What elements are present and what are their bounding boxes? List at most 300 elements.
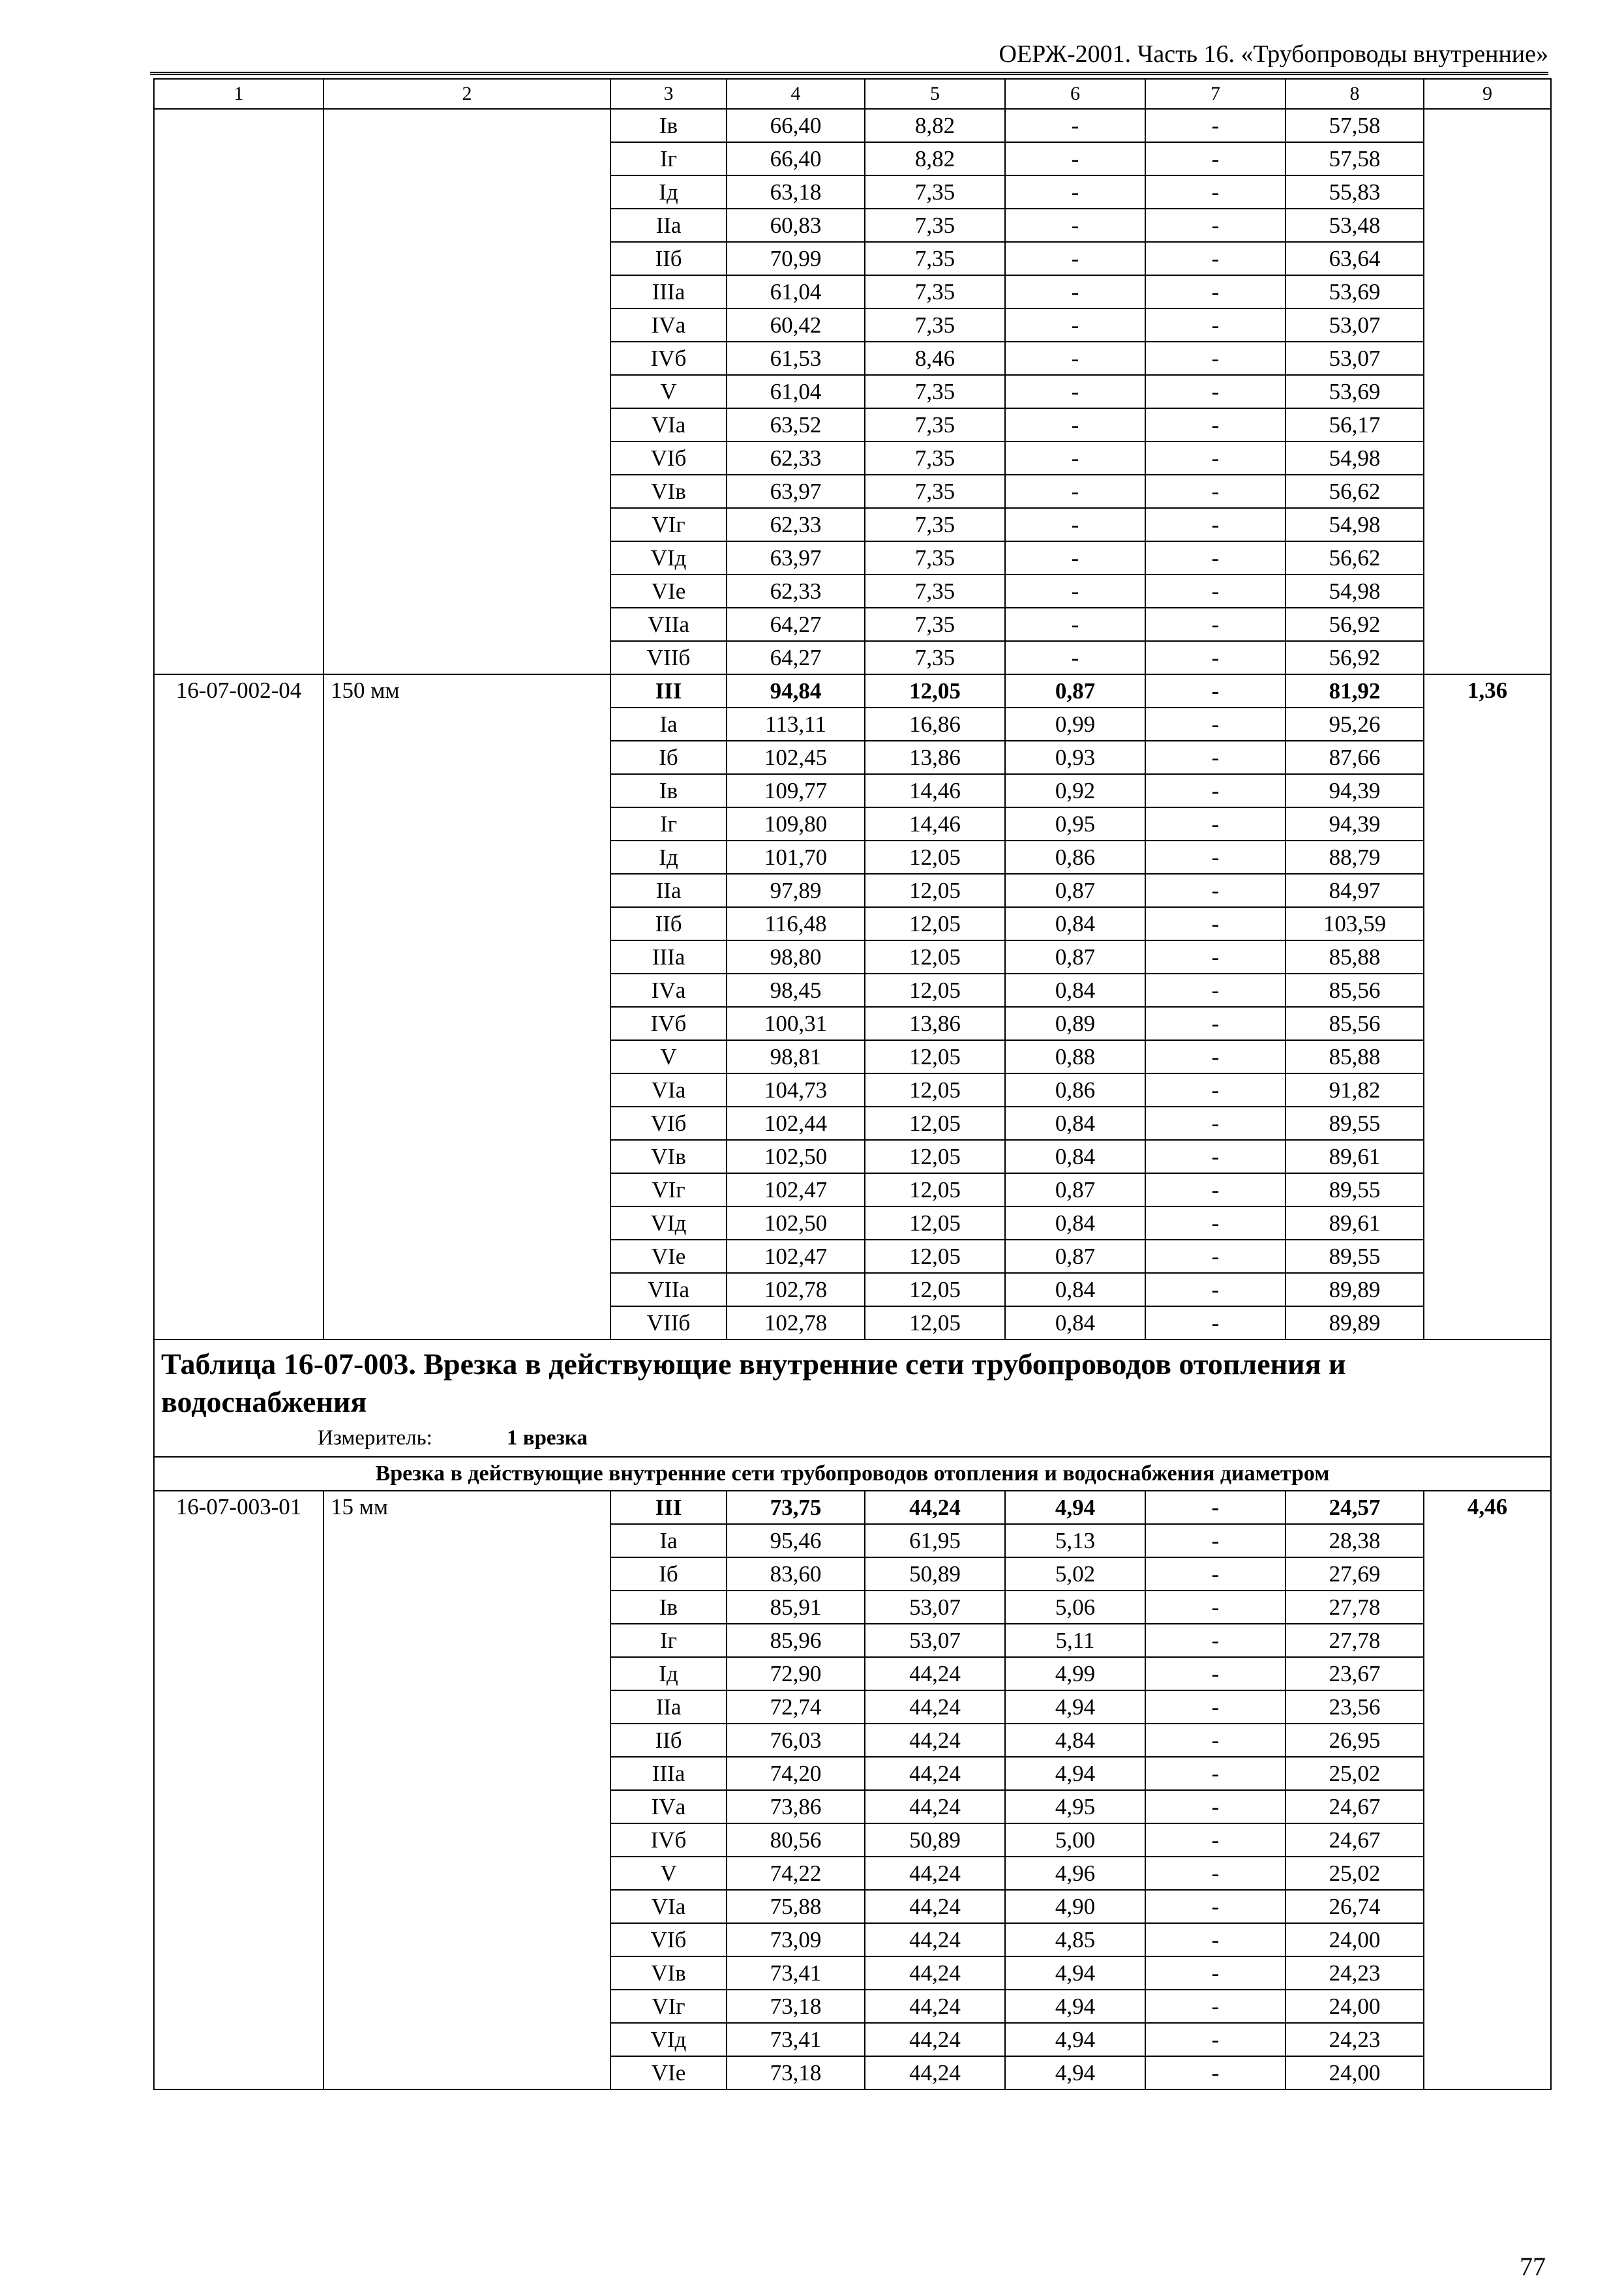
region-cell: VIд (610, 2023, 727, 2056)
value-cell: 23,67 (1286, 1657, 1424, 1690)
value-cell: 12,05 (865, 1306, 1005, 1339)
value-cell: 4,95 (1005, 1790, 1145, 1823)
value-cell: 63,64 (1286, 242, 1424, 275)
value-cell: 7,35 (865, 308, 1005, 342)
labor-cost-cell (1424, 109, 1551, 674)
value-cell: 5,13 (1005, 1524, 1145, 1557)
region-cell: IVб (610, 1823, 727, 1857)
measure-line (161, 1426, 1544, 1452)
value-cell: 53,69 (1286, 275, 1424, 308)
value-cell: - (1145, 1107, 1286, 1140)
value-cell: 4,90 (1005, 1890, 1145, 1923)
rate-code (154, 109, 323, 674)
value-cell: 25,02 (1286, 1757, 1424, 1790)
column-number: 5 (865, 79, 1005, 109)
region-cell: IVа (610, 308, 727, 342)
value-cell: - (1005, 275, 1145, 308)
region-cell: VIб (610, 1923, 727, 1956)
value-cell: 89,89 (1286, 1273, 1424, 1306)
region-cell: IIб (610, 242, 727, 275)
value-cell: 0,84 (1005, 1140, 1145, 1173)
value-cell: 102,78 (727, 1306, 865, 1339)
value-cell: 89,89 (1286, 1306, 1424, 1339)
region-cell: VIв (610, 1140, 727, 1173)
region-cell: III (610, 674, 727, 708)
region-cell: IVб (610, 1007, 727, 1040)
value-cell: 25,02 (1286, 1857, 1424, 1890)
region-cell: VIа (610, 1073, 727, 1107)
value-cell: 89,55 (1286, 1240, 1424, 1273)
value-cell: 89,61 (1286, 1140, 1424, 1173)
value-cell: 16,86 (865, 708, 1005, 741)
region-cell: IIIа (610, 275, 727, 308)
value-cell: 88,79 (1286, 841, 1424, 874)
value-cell: 80,56 (727, 1823, 865, 1857)
value-cell: 44,24 (865, 1757, 1005, 1790)
value-cell: 85,88 (1286, 940, 1424, 974)
region-cell: IIб (610, 907, 727, 940)
value-cell: 102,50 (727, 1140, 865, 1173)
value-cell: 56,62 (1286, 541, 1424, 575)
value-cell: - (1145, 1240, 1286, 1273)
region-cell: Iг (610, 1624, 727, 1657)
rates-table (153, 78, 1552, 2090)
region-cell: Iд (610, 841, 727, 874)
value-cell: 63,97 (727, 541, 865, 575)
region-cell: VIе (610, 1240, 727, 1273)
value-cell: 85,96 (727, 1624, 865, 1657)
value-cell: 12,05 (865, 841, 1005, 874)
value-cell: 53,07 (865, 1591, 1005, 1624)
value-cell: 12,05 (865, 1040, 1005, 1073)
value-cell: 54,98 (1286, 575, 1424, 608)
rate-code: 16-07-002-04 (154, 674, 323, 1339)
value-cell: 55,83 (1286, 175, 1424, 209)
region-cell: VIе (610, 575, 727, 608)
value-cell: 44,24 (865, 2023, 1005, 2056)
value-cell: - (1145, 1524, 1286, 1557)
value-cell: 85,88 (1286, 1040, 1424, 1073)
value-cell: 0,84 (1005, 1107, 1145, 1140)
value-cell: - (1145, 1923, 1286, 1956)
value-cell: - (1005, 408, 1145, 441)
region-cell: IIа (610, 874, 727, 907)
column-number: 1 (154, 79, 323, 109)
value-cell: 0,86 (1005, 1073, 1145, 1107)
region-cell: Iг (610, 807, 727, 841)
value-cell: 24,67 (1286, 1823, 1424, 1857)
value-cell: 12,05 (865, 674, 1005, 708)
column-number: 6 (1005, 79, 1145, 109)
value-cell: - (1145, 475, 1286, 508)
value-cell: 61,95 (865, 1524, 1005, 1557)
value-cell: 73,18 (727, 2056, 865, 2089)
value-cell: 7,35 (865, 508, 1005, 541)
value-cell: 12,05 (865, 1206, 1005, 1240)
value-cell: - (1005, 608, 1145, 641)
value-cell: 14,46 (865, 807, 1005, 841)
value-cell: 73,18 (727, 1990, 865, 2023)
value-cell: - (1005, 641, 1145, 674)
value-cell: 60,42 (727, 308, 865, 342)
value-cell: 64,27 (727, 641, 865, 674)
value-cell: 63,18 (727, 175, 865, 209)
value-cell: 24,57 (1286, 1491, 1424, 1524)
table-title-row (154, 1339, 1551, 1457)
value-cell: 73,86 (727, 1790, 865, 1823)
value-cell: 63,52 (727, 408, 865, 441)
table-title-cell (154, 1339, 1551, 1457)
value-cell: - (1145, 1273, 1286, 1306)
value-cell: 109,80 (727, 807, 865, 841)
value-cell: 87,66 (1286, 741, 1424, 774)
value-cell: 4,99 (1005, 1657, 1145, 1690)
value-cell: 13,86 (865, 1007, 1005, 1040)
value-cell: 4,94 (1005, 2023, 1145, 2056)
value-cell: 4,94 (1005, 1757, 1145, 1790)
value-cell: 50,89 (865, 1823, 1005, 1857)
value-cell: - (1145, 308, 1286, 342)
value-cell: 85,56 (1286, 974, 1424, 1007)
region-cell: IVа (610, 1790, 727, 1823)
value-cell: - (1005, 142, 1145, 175)
value-cell: 24,00 (1286, 1990, 1424, 2023)
value-cell: 63,97 (727, 475, 865, 508)
region-cell: IIб (610, 1724, 727, 1757)
value-cell: 7,35 (865, 275, 1005, 308)
value-cell: 70,99 (727, 242, 865, 275)
value-cell: - (1145, 907, 1286, 940)
value-cell: 102,47 (727, 1173, 865, 1206)
value-cell: 85,91 (727, 1591, 865, 1624)
value-cell: - (1145, 1007, 1286, 1040)
value-cell: - (1145, 741, 1286, 774)
value-cell: 53,07 (1286, 342, 1424, 375)
value-cell: - (1145, 2056, 1286, 2089)
value-cell: 7,35 (865, 175, 1005, 209)
value-cell: - (1145, 1306, 1286, 1339)
value-cell: 7,35 (865, 408, 1005, 441)
value-cell: 44,24 (865, 1790, 1005, 1823)
value-cell: - (1145, 1990, 1286, 2023)
region-cell: IIа (610, 209, 727, 242)
value-cell: 27,69 (1286, 1557, 1424, 1591)
value-cell: 24,23 (1286, 2023, 1424, 2056)
value-cell: - (1145, 1657, 1286, 1690)
value-cell: - (1145, 1557, 1286, 1591)
value-cell: 109,77 (727, 774, 865, 807)
column-number: 9 (1424, 79, 1551, 109)
value-cell: 23,56 (1286, 1690, 1424, 1724)
value-cell: 101,70 (727, 841, 865, 874)
value-cell: 61,53 (727, 342, 865, 375)
measure-value: 1 врезка (507, 1426, 588, 1450)
value-cell: - (1005, 308, 1145, 342)
region-cell: Iв (610, 774, 727, 807)
value-cell: 94,39 (1286, 807, 1424, 841)
value-cell: 7,35 (865, 541, 1005, 575)
value-cell: 62,33 (727, 441, 865, 475)
value-cell: 12,05 (865, 1140, 1005, 1173)
value-cell: - (1145, 209, 1286, 242)
value-cell: 57,58 (1286, 142, 1424, 175)
value-cell: 102,50 (727, 1206, 865, 1240)
value-cell: 0,87 (1005, 1173, 1145, 1206)
column-number: 4 (727, 79, 865, 109)
value-cell: 8,46 (865, 342, 1005, 375)
value-cell: - (1145, 1757, 1286, 1790)
value-cell: 12,05 (865, 1073, 1005, 1107)
value-cell: 5,00 (1005, 1823, 1145, 1857)
value-cell: 4,94 (1005, 1491, 1145, 1524)
value-cell: 44,24 (865, 1724, 1005, 1757)
value-cell: - (1145, 774, 1286, 807)
value-cell: 13,86 (865, 741, 1005, 774)
value-cell: 44,24 (865, 1890, 1005, 1923)
value-cell: 113,11 (727, 708, 865, 741)
value-cell: 102,44 (727, 1107, 865, 1140)
value-cell: 84,97 (1286, 874, 1424, 907)
region-cell: Iб (610, 1557, 727, 1591)
region-cell: VIб (610, 1107, 727, 1140)
region-cell: VIIа (610, 1273, 727, 1306)
value-cell: 0,92 (1005, 774, 1145, 807)
value-cell: - (1145, 275, 1286, 308)
value-cell: 7,35 (865, 575, 1005, 608)
value-cell: 12,05 (865, 940, 1005, 974)
region-cell: V (610, 375, 727, 408)
region-cell: III (610, 1491, 727, 1524)
table-row (154, 109, 1551, 142)
value-cell: - (1145, 408, 1286, 441)
value-cell: - (1145, 1624, 1286, 1657)
value-cell: 0,87 (1005, 674, 1145, 708)
value-cell: 12,05 (865, 1273, 1005, 1306)
value-cell: - (1145, 641, 1286, 674)
value-cell: - (1005, 541, 1145, 575)
region-cell: VIа (610, 1890, 727, 1923)
value-cell: 72,90 (727, 1657, 865, 1690)
value-cell: 4,96 (1005, 1857, 1145, 1890)
value-cell: - (1145, 541, 1286, 575)
region-cell: VIб (610, 441, 727, 475)
value-cell: - (1145, 508, 1286, 541)
value-cell: - (1145, 1591, 1286, 1624)
rate-code: 16-07-003-01 (154, 1491, 323, 2089)
value-cell: 0,84 (1005, 1306, 1145, 1339)
value-cell: - (1145, 375, 1286, 408)
value-cell: 0,95 (1005, 807, 1145, 841)
value-cell: - (1145, 1491, 1286, 1524)
region-cell: Iб (610, 741, 727, 774)
value-cell: 53,07 (1286, 308, 1424, 342)
value-cell: 4,94 (1005, 2056, 1145, 2089)
value-cell: 44,24 (865, 1657, 1005, 1690)
column-number: 2 (323, 79, 610, 109)
value-cell: - (1145, 940, 1286, 974)
table-row (154, 1491, 1551, 1524)
value-cell: 94,84 (727, 674, 865, 708)
value-cell: - (1005, 508, 1145, 541)
value-cell: 53,07 (865, 1624, 1005, 1657)
value-cell: 98,80 (727, 940, 865, 974)
value-cell: 12,05 (865, 874, 1005, 907)
value-cell: - (1005, 175, 1145, 209)
region-cell: VIг (610, 508, 727, 541)
value-cell: 0,88 (1005, 1040, 1145, 1073)
value-cell: 89,61 (1286, 1206, 1424, 1240)
value-cell: 24,00 (1286, 2056, 1424, 2089)
region-cell: VIIа (610, 608, 727, 641)
value-cell: 102,45 (727, 741, 865, 774)
value-cell: - (1145, 175, 1286, 209)
value-cell: 8,82 (865, 109, 1005, 142)
value-cell: 61,04 (727, 275, 865, 308)
value-cell: 27,78 (1286, 1624, 1424, 1657)
value-cell: 12,05 (865, 974, 1005, 1007)
value-cell: - (1145, 1073, 1286, 1107)
value-cell: - (1145, 1724, 1286, 1757)
value-cell: 5,02 (1005, 1557, 1145, 1591)
value-cell: - (1145, 441, 1286, 475)
value-cell: - (1145, 575, 1286, 608)
value-cell: 44,24 (865, 1923, 1005, 1956)
value-cell: 56,92 (1286, 608, 1424, 641)
value-cell: 7,35 (865, 475, 1005, 508)
value-cell: 7,35 (865, 608, 1005, 641)
region-cell: VIг (610, 1173, 727, 1206)
value-cell: - (1005, 441, 1145, 475)
value-cell: - (1145, 109, 1286, 142)
value-cell: 81,92 (1286, 674, 1424, 708)
value-cell: 14,46 (865, 774, 1005, 807)
value-cell: 73,41 (727, 1956, 865, 1990)
region-cell: Iв (610, 109, 727, 142)
region-cell: IVб (610, 342, 727, 375)
value-cell: 26,74 (1286, 1890, 1424, 1923)
value-cell: - (1145, 608, 1286, 641)
value-cell: 44,24 (865, 1857, 1005, 1890)
value-cell: 12,05 (865, 1173, 1005, 1206)
value-cell: - (1005, 575, 1145, 608)
table-row (154, 674, 1551, 708)
value-cell: 95,26 (1286, 708, 1424, 741)
region-cell: VIв (610, 475, 727, 508)
labor-cost-cell: 1,36 (1424, 674, 1551, 1339)
region-cell: Iд (610, 175, 727, 209)
value-cell: 73,41 (727, 2023, 865, 2056)
value-cell: 12,05 (865, 1107, 1005, 1140)
value-cell: 4,94 (1005, 1690, 1145, 1724)
value-cell: - (1145, 1890, 1286, 1923)
region-cell: IIIа (610, 940, 727, 974)
value-cell: 26,95 (1286, 1724, 1424, 1757)
value-cell: 85,56 (1286, 1007, 1424, 1040)
column-number: 7 (1145, 79, 1286, 109)
value-cell: 50,89 (865, 1557, 1005, 1591)
page-header: ОЕРЖ-2001. Часть 16. «Трубопроводы внутренние» (150, 38, 1548, 75)
value-cell: 4,94 (1005, 1956, 1145, 1990)
labor-cost-cell: 4,46 (1424, 1491, 1551, 2089)
value-cell: - (1145, 342, 1286, 375)
region-cell: Iг (610, 142, 727, 175)
value-cell: 62,33 (727, 575, 865, 608)
value-cell: 12,05 (865, 907, 1005, 940)
value-cell: 53,69 (1286, 375, 1424, 408)
region-cell: IIIа (610, 1757, 727, 1790)
value-cell: 27,78 (1286, 1591, 1424, 1624)
value-cell: - (1145, 142, 1286, 175)
value-cell: 0,87 (1005, 1240, 1145, 1273)
value-cell: - (1005, 475, 1145, 508)
value-cell: 72,74 (727, 1690, 865, 1724)
region-cell: Iв (610, 1591, 727, 1624)
value-cell: - (1145, 1857, 1286, 1890)
value-cell: 103,59 (1286, 907, 1424, 940)
value-cell: - (1145, 841, 1286, 874)
value-cell: - (1005, 375, 1145, 408)
value-cell: 0,86 (1005, 841, 1145, 874)
value-cell: 7,35 (865, 242, 1005, 275)
value-cell: 0,99 (1005, 708, 1145, 741)
value-cell: 24,67 (1286, 1790, 1424, 1823)
column-number: 3 (610, 79, 727, 109)
pipe-diameter (323, 109, 610, 674)
region-cell: IIа (610, 1690, 727, 1724)
value-cell: 0,84 (1005, 974, 1145, 1007)
region-cell: VIд (610, 1206, 727, 1240)
value-cell: 7,35 (865, 209, 1005, 242)
value-cell: 73,09 (727, 1923, 865, 1956)
section-subheader: Врезка в действующие внутренние сети трубопроводов отопления и водоснабжения диаметром (154, 1457, 1551, 1491)
region-cell: VIIб (610, 1306, 727, 1339)
value-cell: 0,87 (1005, 874, 1145, 907)
column-number-row (154, 79, 1551, 109)
value-cell: 7,35 (865, 375, 1005, 408)
value-cell: 8,82 (865, 142, 1005, 175)
value-cell: 0,84 (1005, 1273, 1145, 1306)
value-cell: 7,35 (865, 441, 1005, 475)
value-cell: 28,38 (1286, 1524, 1424, 1557)
region-cell: VIд (610, 541, 727, 575)
value-cell: - (1145, 874, 1286, 907)
value-cell: 5,06 (1005, 1591, 1145, 1624)
value-cell: 44,24 (865, 1491, 1005, 1524)
value-cell: 44,24 (865, 1990, 1005, 2023)
value-cell: 0,93 (1005, 741, 1145, 774)
value-cell: 89,55 (1286, 1107, 1424, 1140)
value-cell: 74,22 (727, 1857, 865, 1890)
value-cell: 66,40 (727, 142, 865, 175)
value-cell: 100,31 (727, 1007, 865, 1040)
value-cell: 57,58 (1286, 109, 1424, 142)
region-cell: VIв (610, 1956, 727, 1990)
value-cell: - (1145, 674, 1286, 708)
value-cell: 24,00 (1286, 1923, 1424, 1956)
value-cell: 76,03 (727, 1724, 865, 1757)
value-cell: 98,81 (727, 1040, 865, 1073)
value-cell: 102,78 (727, 1273, 865, 1306)
region-cell: V (610, 1857, 727, 1890)
value-cell: 44,24 (865, 1690, 1005, 1724)
value-cell: 64,27 (727, 608, 865, 641)
region-cell: IVа (610, 974, 727, 1007)
value-cell: - (1005, 109, 1145, 142)
value-cell: 102,47 (727, 1240, 865, 1273)
region-cell: VIа (610, 408, 727, 441)
value-cell: - (1145, 2023, 1286, 2056)
value-cell: 4,94 (1005, 1990, 1145, 2023)
